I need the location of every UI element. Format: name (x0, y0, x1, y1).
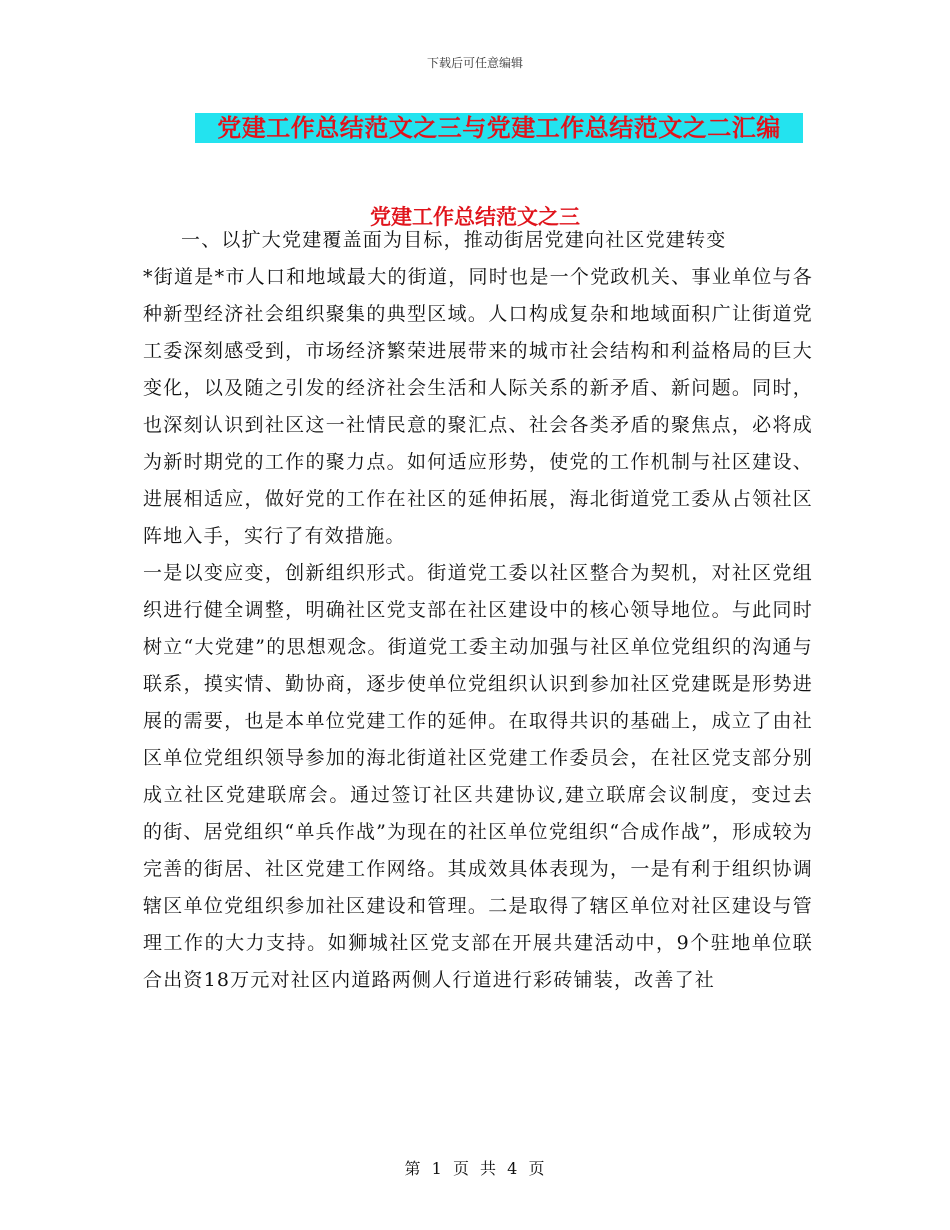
page-footer (0, 1156, 950, 1179)
paragraph: 一是以变应变，创新组织形式。街道党工委以社区整合为契机，对社区党组织进行健全调整，明确社区党支部在社区建设中的核心领导地位。与此同时树立“大党建”的思想观念。街道党工委主动加强与社区单位党组织的沟通与联系，摸实情、勤协商，逐步使单位党组织认识到参加社区党建既是形势进展的需要，也是本单位党建工作的延伸。在取得共识的基础上，成立了由社区单位党组织领导参加的海北街道社区党建工作委员会，在社区党支部分别成立社区党建联席会。通过签订社区共建协议,建立联席会议制度，变过去的街、居党组织“单兵作战”为现在的社区单位党组织“合成作战”，形成较为完善的街居、社区党建工作网络。其成效具体表现为，一是有利于组织协调辖区单位党组织参加社区建设和管理。二是取得了辖区单位对社区建设与管理工作的大力支持。如狮城社区党支部在开展共建活动中，9个驻地单位联合出资18万元对社区内道路两侧人行道进行彩砖铺装，改善了社 (143, 562, 813, 991)
footer-total-prefix: 共 (480, 1159, 498, 1178)
paragraph-heading: 一、以扩大党建覆盖面为目标，推动街居党建向社区党建转变 (181, 229, 727, 251)
header-note: 下载后可任意编辑 (426, 56, 523, 70)
page-total: 4 (507, 1159, 519, 1178)
paragraph: *街道是*市人口和地域最大的街道，同时也是一个党政机关、事业单位与各种新型经济社会组织聚集的典型区域。人口构成复杂和地域面积广让街道党工委深刻感受到，市场经济繁荣进展带来的城市社会结构和利益格局的巨大变化，以及随之引发的经济社会生活和人际关系的新矛盾、新问题。同时，也深刻认识到社区这一社情民意的聚汇点、社会各类矛盾的聚焦点，必将成为新时期党的工作的聚力点。如何适应形势，使党的工作机制与社区建设、进展相适应，做好党的工作在社区的延伸拓展，海北街道党工委从占领社区阵地入手，实行了有效措施。 (143, 266, 813, 547)
document-title: 党建工作总结范文之三与党建工作总结范文之二汇编 (195, 113, 803, 143)
section-title: 党建工作总结范文之三 (370, 204, 580, 229)
page-number: 1 (431, 1159, 443, 1178)
footer-total-suffix: 页 (528, 1159, 546, 1178)
footer-prefix: 第 (404, 1159, 422, 1178)
body-text (143, 222, 813, 999)
footer-page-word: 页 (452, 1159, 470, 1178)
